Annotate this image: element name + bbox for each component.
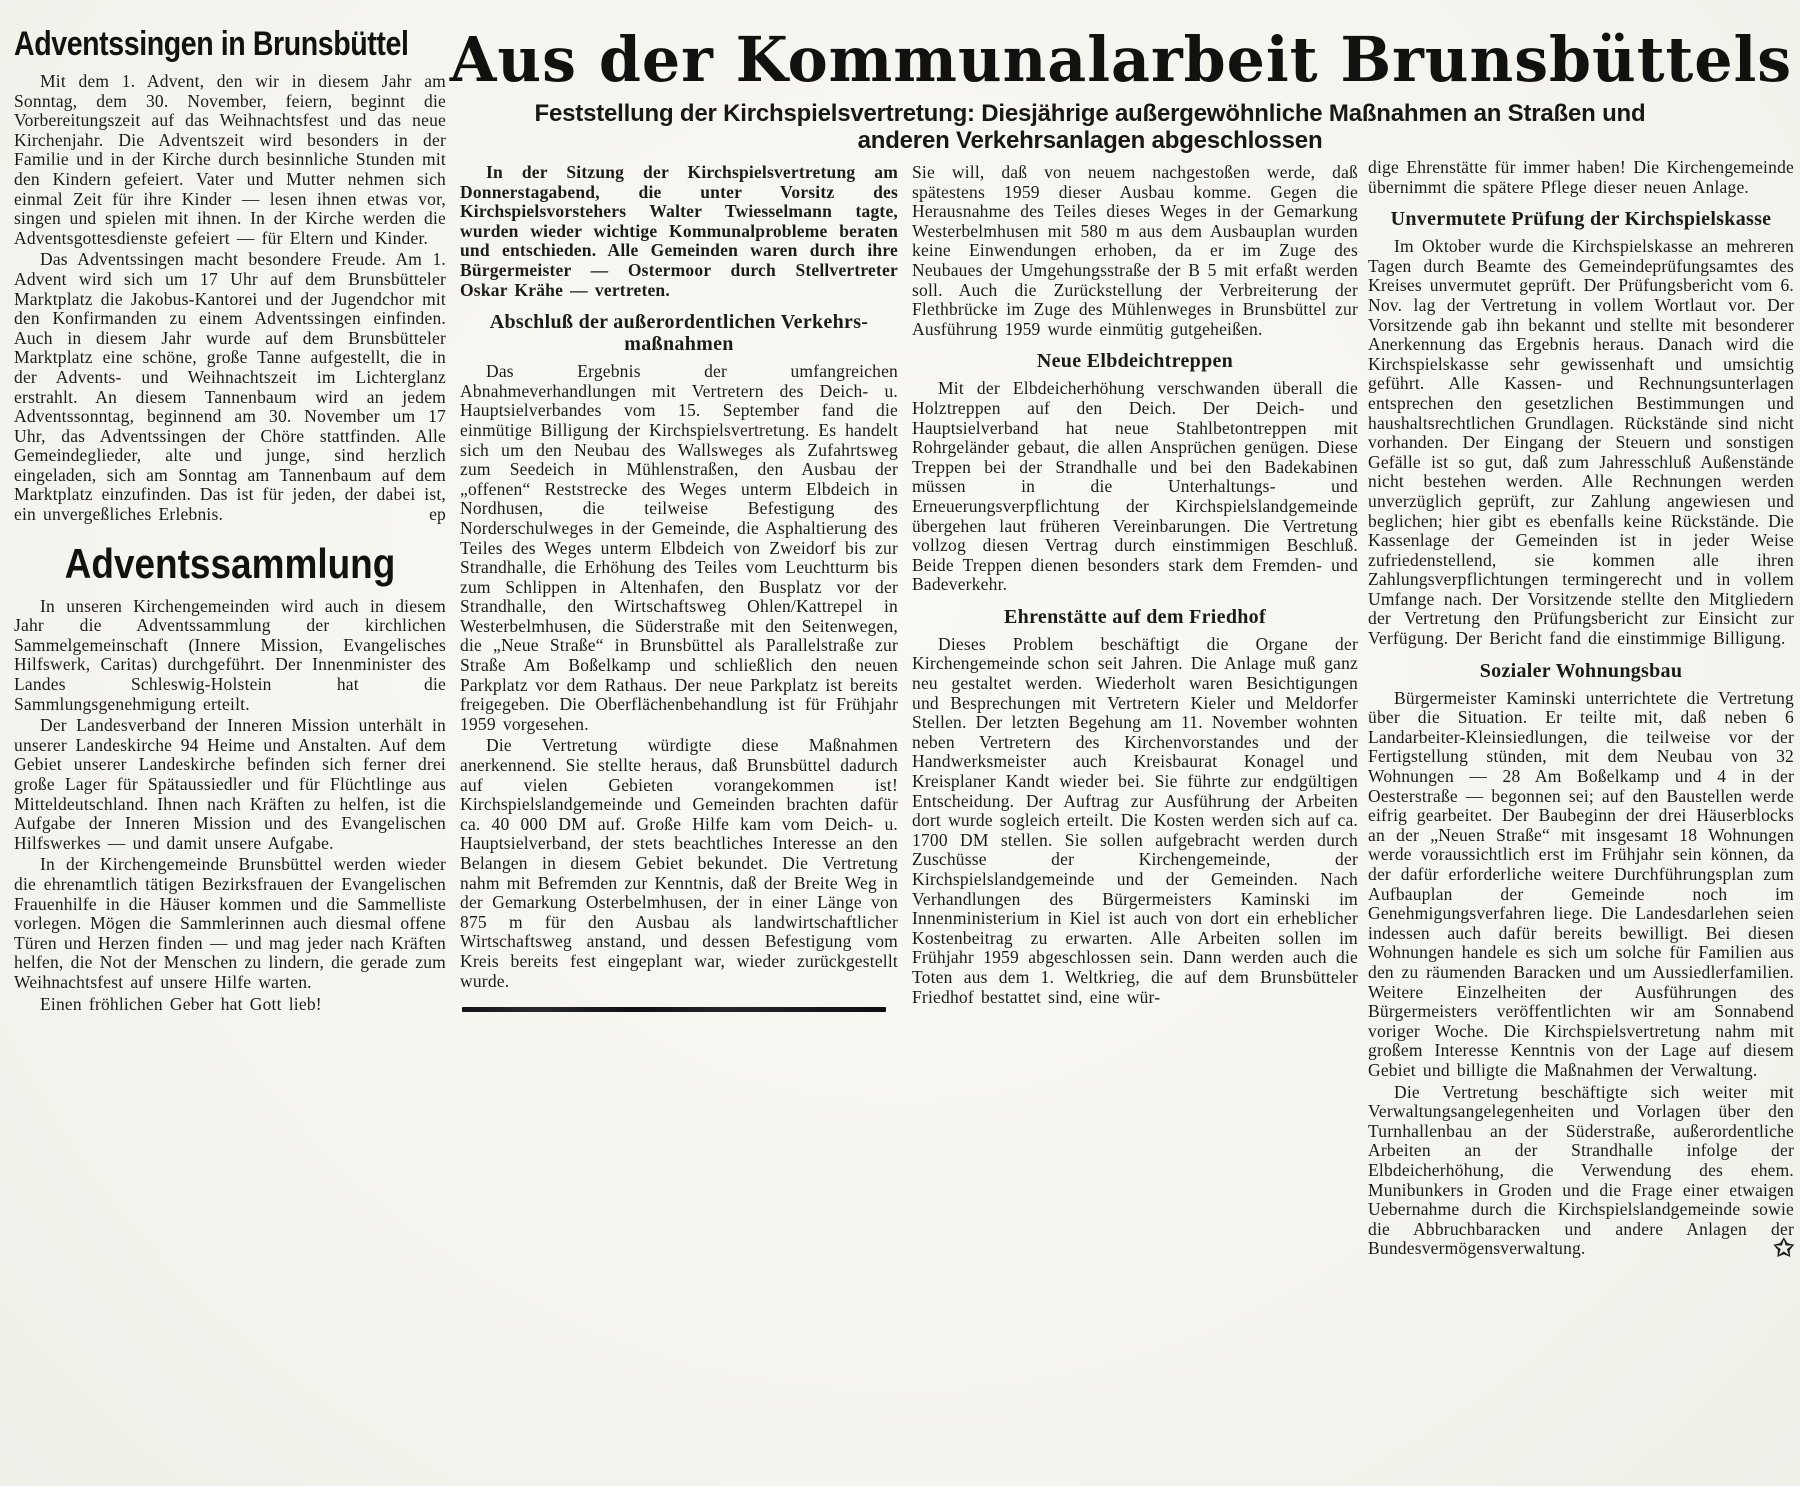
section-heading-ehrenstaette: Ehrenstätte auf dem Friedhof (1004, 605, 1266, 628)
paragraph: In der Kirchengemeinde Brunsbüttel werden wieder die ehrenamtlich tätigen Bezirksfrauen der Evangelischen Frauenhilfe in die Häuser kommen und die Sammelliste vorlegen. Mögen die Sammlerinnen auch diesmal offene Türen und Herzen finden — und mag jeder nach Kräften helfen, die Not der Menschen zu lindern, die gerade zum Weihnachtsfest auf unsere Hilfe warten. (14, 854, 446, 992)
paragraph (14, 250, 446, 524)
continuation-paragraph: dige Ehrenstätte für immer haben! Die Kirchengemeinde übernimmt die spätere Pflege dieser neuen Anlage. (1368, 157, 1794, 197)
paragraph: Im Oktober wurde die Kirchspielskasse an mehreren Tagen durch Beamte des Gemeindeprüfungsamtes des Kreises unvermutet geprüft. Der Prüfungsbericht vom 6. Nov. lag der Vertretung in vollem Wortlaut vor. Der Vorsitzende gab ihn bekannt und stellte mit besonderer Anerkennung das Ergebnis heraus. Danach wird die Kirchspielskasse sehr gewissenhaft und umsichtig geführt. Alle Kassen- und Rechnungsunterlagen entsprechen den gesetzlichen Bestimmungen und haushaltsrechtlichen Grundlagen. Rückstände sind nicht vorhanden. Der Eingang der Steuern und sonstigen Gefälle ist so gut, daß zum Jahresschluß Außenstände nicht bestehen werden. Alle Rechnungen werden unverzüglich geprüft, zur Zahlung angewiesen und beglichen; hier gibt es ebenfalls keine Rückstände. Die Kassenlage der Gemeinden ist in jeder Weise zufriedenstellend, sie kommen alle ihren Zahlungsverpflichtungen termingerecht und in vollem Umfange nach. Der Vorsitzende stellte den Mitgliedern der Vertretung den Prüfungsbericht zur Einsicht zur Verfügung. Der Bericht fand die einstimmige Billigung. (1368, 236, 1794, 649)
continuation-paragraph: Sie will, daß von neuem nachgestoßen werde, daß spätestens 1959 dieser Ausbau komme. Gegen die Herausnahme des Teiles dieses Weges in der Gemarkung Westerbelmhusen mit 580 m aus dem Ausbauplan wurden keine Einwendungen erhoben, da er im Zuge des Neubaues der Umgehungsstraße der B 5 mit erfaßt werden soll. Auch die Zurückstellung der Verbreiterung der Flethbrücke im Zuge des Mühlenweges in Brunsbüttel zur Ausführung 1959 wurde einmütig gutgeheißen. (912, 162, 1358, 339)
main-article-header (430, 23, 1793, 154)
paragraph-text: Die Vertretung beschäftigte sich weiter mit Verwaltungsangelegenheiten und Vorlagen über den Turnhallenbau an der Süderstraße, außerordentliche Arbeiten an der Strandhalle infolge der Elbdeicherhöhung, die Verwendung des ehem. Munibunkers in Groden und die Frage einer etwaigen Uebernahme durch die Kirchspielslandgemeinde sowie die Abbruchbaracken und andere Anlagen der Bundesvermögensverwaltung. (1368, 1081, 1794, 1259)
main-article-column-1 (460, 163, 898, 1012)
main-headline: Aus der Kommunalarbeit Brunsbüttels (449, 23, 1793, 96)
paragraph: Das Ergebnis der umfangreichen Abnahmeverhandlungen mit Vertretern des Deich- u. Hauptsielverbandes vom 15. September fand die einmütige Billigung der Kirchspielsvertretung. Es handelt sich um den Neubau des Wallsweges als Zufahrtsweg zum Seedeich in Mühlenstraßen, den Ausbau der „offenen“ Reststrecke des Weges unterm Elbdeich in Nordhusen, die teilweise Befestigung des Norderschulweges in der Gemeinde, die Asphaltierung des Teiles des Weges unterm Elbdeich von Zweidorf bis zur Strandhalle, die Erhöhung des Teiles vom Leuchtturm bis zum Schlippen in Altenhafen, den Busplatz vor der Strandhalle, den Wirtschaftsweg Ohlen/Kattrepel in Westerbelmhusen, die Süderstraße mit den Seitenwegen, die „Neue Straße“ in Brunsbüttel als Parallelstraße zur Straße Am Boßelkamp und schließlich den neuen Parkplatz vor dem Rathaus. Der neue Parkplatz ist bereits freigegeben. Die Oberflächenbehandlung ist für Frühjahr 1959 vorgesehen. (460, 361, 898, 734)
section-heading-line: maßnahmen (624, 333, 734, 356)
paragraph: Dieses Problem beschäftigt die Organe der Kirchengemeinde schon seit Jahren. Die Anlage muß ganz neu gestaltet werden. Wiederholt waren Besichtigungen und Besprechungen mit Vertretern Kieler und Meldorfer Stellen. Der letzten Begehung am 11. November wohnten neben Vertretern des Kirchenvorstandes und der Handwerksmeister auch Kreisbaurat Konagel und Kreisplaner Kandt wieder bei. Sie führte zur endgültigen Entscheidung. Der Auftrag zur Ausführung der Arbeiten dort wurde sogleich erteilt. Die Kosten werden sich auf ca. 1700 DM stellen. Sie sollen aufgebracht werden durch Zuschüsse der Kirchengemeinde, der Kirchspielslandgemeinde und der Gemeinden. Nach Verhandlungen des Bürgermeisters Kaminski im Innenministerium in Kiel ist auch von dort ein erheblicher Kostenbeitrag zu erwarten. Alle Arbeiten sollen im Frühjahr 1959 abgeschlossen sein. Dann werden auch die Toten aus dem 1. Weltkrieg, die auf dem Brunsbütteler Friedhof bestattet sind, eine wür- (912, 633, 1358, 1007)
section-heading-wohnungsbau: Sozialer Wohnungsbau (1479, 659, 1683, 682)
divider-rule (462, 1007, 886, 1012)
paragraph: In unseren Kirchengemeinden wird auch in diesem Jahr die Adventssammlung der kirchlichen Sammelgemeinschaft (Innere Mission, Evangelisches Hilfswerk, Caritas) durchgeführt. Der Innenminister des Landes Schleswig-Holstein hat die Sammlungsgenehmigung erteilt. (14, 595, 446, 714)
article-title-adventssingen: Adventssingen in Brunsbüttel (14, 25, 409, 63)
main-article-column-2 (912, 163, 1358, 1007)
article-title-adventssammlung: Adventssammlung (64, 539, 396, 587)
main-subtitle (430, 100, 1750, 154)
lead-paragraph: In der Sitzung der Kirchspielsvertretung am Donnerstagabend, die unter Vorsitz des Kirchspielsvorstehers Walter Twiesselmann tagte, wurden wieder wichtige Kommunalprobleme beraten und entschieden. Alle Gemeinden waren durch ihre Bürgermeister — Ostermoor durch Stellvertreter Oskar Krähe — vertreten. (460, 162, 898, 300)
paragraph-text: Das Adventssingen macht besondere Freude. Am 1. Advent wird sich um 17 Uhr auf dem Brunsbütteler Marktplatz die Jakobus-Kantorei und der Jugendchor mit den Konfirmanden zu einem Adventssingen einfinden. Auch in diesem Jahr wurde auf dem Brunsbütteler Marktplatz eine schöne, große Tanne aufgestellt, die in der Advents- und Weihnachtszeit im Lichterglanz erstrahlt. An diesem Tannenbaum wird an jedem Adventssonntag, beginnend am 30. November um 17 Uhr, das Adventssingen der Chöre stattfinden. Alle Gemeindeglieder, alte und junge, sind herzlich eingeladen, sich am Sonntag am Tannenbaum auf dem Marktplatz einzufinden. Das ist für jeden, der dabei ist, ein unvergeßliches Erlebnis. (14, 249, 446, 525)
left-column (14, 26, 446, 1014)
section-heading-line: Abschluß der außerordentlichen Verkehrs- (489, 311, 869, 334)
author-initials: ep (429, 504, 446, 525)
paragraph: Mit dem 1. Advent, den wir in diesem Jahr am Sonntag, dem 30. November, feiern, beginnt die Vorbereitungszeit auf das Weihnachtsfest und das neue Kirchenjahr. Die Adventszeit wird besonders in der Familie und in der Kirche durch besinnliche Stunden mit den Kindern gefeiert. Vater und Mutter nehmen sich einmal Zeit für ihre Kinder — lesen ihnen etwas vor, singen und spielen mit ihnen. In der Kirche werden die Adventsgottesdienste gefeiert — für Eltern und Kinder. (14, 71, 446, 248)
section-heading-kirchspielskasse: Unvermutete Prüfung der Kirchspielskasse (1390, 208, 1772, 231)
paragraph: Bürgermeister Kaminski unterrichtete die Vertretung über die Situation. Er teilte mit, daß neben 6 Landarbeiter-Kleinsiedlungen, die teilweise vor der Fertigstellung stünden, mit dem Neubau von 32 Wohnungen — 28 Am Boßelkamp und 4 in der Oesterstraße — begonnen sei; auf den Baustellen werde eifrig gearbeitet. Der Baubeginn der drei Häuserblocks an der „Neuen Straße“ mit insgesamt 18 Wohnungen werde voraussichtlich erst im Frühjahr sein können, da der dafür erforderliche weitere Durchführungsplan zum Aufbauplan der Gemeinde noch im Genehmigungsverfahren liege. Die Landesdarlehen seien indessen auch dafür bereits bewilligt. Bei diesen Wohnungen handele es sich um solche für Familien aus den zu räumenden Baracken und um Aussiedlerfamilien. Weitere Einzelheiten der Ausführungen des Bürgermeisters veröffentlichten wir am Sonnabend voriger Woche. Die Kirchspielsvertretung nahm mit großem Interesse Kenntnis von der Lage auf diesem Gebiet und billigte die Maßnahmen der Verwaltung. (1368, 687, 1794, 1080)
star-icon: ✩ (1773, 1236, 1794, 1263)
subtitle-line: Feststellung der Kirchspielsvertretung: Diesjährige außergewöhnliche Maßnahmen an Straßen und (534, 100, 1646, 127)
paragraph (1368, 1081, 1794, 1263)
paragraph: Einen fröhlichen Geber hat Gott lieb! (40, 993, 322, 1014)
main-article-column-3 (1368, 157, 1794, 1263)
paragraph: Mit der Elbdeicherhöhung verschwanden überall die Holztreppen auf den Deich. Der Deich- und Hauptsielverband hat neue Stahlbetontreppen mit Rohrgeländer gebaut, die allen Ansprüchen genügen. Diese Treppen bei der Strandhalle und bei den Badekabinen müssen in die Unterhaltungs- und Erneuerungsverpflichtung der Kirchspielslandgemeinde übergehen laut früheren Vereinbarungen. Die Vertretung vollzog diesen Vertrag durch einstimmigen Beschluß. Beide Treppen dienen besonders stark dem Fremden- und Badeverkehr. (912, 378, 1358, 595)
section-heading-verkehrsmassnahmen (460, 311, 898, 355)
paragraph: Der Landesverband der Inneren Mission unterhält in unserer Landeskirche 94 Heime und Anstalten. Auf dem Gebiet unserer Landeskirche befinden sich ferner drei große Lager für Spätaussiedler und für Flüchtlinge aus Mitteldeutschland. Ihnen nach Kräften zu helfen, ist die Aufgabe der Inneren Mission und des Evangelischen Hilfswerkes — und damit unsere Aufgabe. (14, 715, 446, 853)
section-heading-elbdeichtreppen: Neue Elbdeichtreppen (1036, 350, 1234, 373)
paragraph: Die Vertretung würdigte diese Maßnahmen anerkennend. Sie stellte heraus, daß Brunsbüttel dadurch auf vielen Gebieten vorangekommen ist! Kirchspielslandgemeinde und Gemeinden brachten dafür ca. 40 000 DM auf. Große Hilfe kam vom Deich- u. Hauptsielverband, der stets beachtliches Interesse an den Belangen in diesem Gebiet bekundet. Die Vertretung nahm mit Befremden zur Kenntnis, daß der Breite Weg in der Gemarkung Osterbelmhusen, der in einer Länge von 875 m für den Ausbau als landwirtschaftlicher Wirtschaftsweg anstand, und dessen Befestigung vom Kreis bereits fest eingeplant war, wieder zurückgestellt wurde. (460, 735, 898, 991)
subtitle-line: anderen Verkehrsanlagen abgeschlossen (857, 127, 1323, 154)
